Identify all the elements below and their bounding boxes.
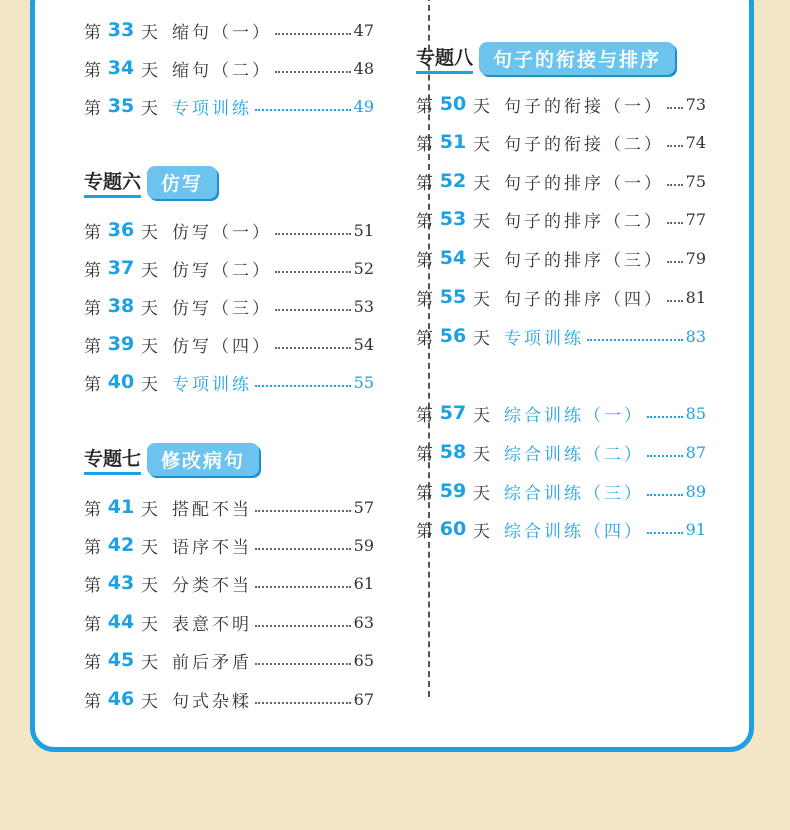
entry-title: 句子的排序（三） xyxy=(504,250,664,271)
day-prefix: 第 xyxy=(84,22,101,43)
toc-entry[interactable] xyxy=(416,322,706,350)
entry-title: 综合训练（二） xyxy=(504,444,644,465)
topic-header xyxy=(416,41,675,75)
entry-title: 综合训练（一） xyxy=(504,405,644,426)
page-number: 79 xyxy=(685,248,706,268)
leader-dots xyxy=(587,339,683,341)
day-number: 51 xyxy=(439,131,467,153)
entry-title: 仿写（四） xyxy=(172,336,272,357)
leader-dots xyxy=(255,109,351,111)
topic-name-badge: 修改病句 xyxy=(147,443,259,476)
day-suffix: 天 xyxy=(141,98,158,119)
leader-dots xyxy=(255,586,351,588)
leader-dots xyxy=(275,347,351,349)
leader-dots xyxy=(275,71,351,73)
toc-entry[interactable] xyxy=(84,330,374,358)
entry-title: 句子的衔接（一） xyxy=(504,96,664,117)
toc-entry[interactable] xyxy=(84,54,374,82)
leader-dots xyxy=(647,416,683,418)
day-prefix: 第 xyxy=(84,60,101,81)
entry-title: 综合训练（四） xyxy=(504,521,644,542)
day-prefix: 第 xyxy=(416,173,433,194)
leader-dots xyxy=(667,107,683,109)
day-suffix: 天 xyxy=(141,575,158,596)
leader-dots xyxy=(667,184,683,186)
day-number: 38 xyxy=(107,295,135,317)
day-prefix: 第 xyxy=(84,499,101,520)
page-number: 73 xyxy=(685,94,706,114)
day-suffix: 天 xyxy=(473,521,490,542)
toc-entry[interactable] xyxy=(84,493,374,521)
day-suffix: 天 xyxy=(141,374,158,395)
entry-title: 前后矛盾 xyxy=(172,652,252,673)
page-number: 61 xyxy=(353,573,374,593)
day-number: 42 xyxy=(107,534,135,556)
topic-label: 专题六 xyxy=(84,167,141,198)
toc-entry[interactable] xyxy=(416,283,706,311)
topic-name-badge: 句子的衔接与排序 xyxy=(479,42,675,75)
toc-entry[interactable] xyxy=(84,569,374,597)
leader-dots xyxy=(255,702,351,704)
toc-entry[interactable] xyxy=(416,477,706,505)
page-number: 81 xyxy=(685,287,706,307)
day-number: 39 xyxy=(107,333,135,355)
page-number: 65 xyxy=(353,650,374,670)
day-suffix: 天 xyxy=(473,250,490,271)
toc-entry[interactable] xyxy=(84,531,374,559)
entry-title: 搭配不当 xyxy=(172,499,252,520)
day-number: 54 xyxy=(439,247,467,269)
day-prefix: 第 xyxy=(416,521,433,542)
page-number: 74 xyxy=(685,132,706,152)
toc-entry[interactable] xyxy=(84,292,374,320)
day-number: 60 xyxy=(439,518,467,540)
day-suffix: 天 xyxy=(141,336,158,357)
day-suffix: 天 xyxy=(473,134,490,155)
day-suffix: 天 xyxy=(473,483,490,504)
toc-entry[interactable] xyxy=(416,515,706,543)
day-number: 46 xyxy=(107,688,135,710)
leader-dots xyxy=(647,532,683,534)
topic-header xyxy=(84,165,217,199)
day-suffix: 天 xyxy=(141,499,158,520)
page-number: 83 xyxy=(685,326,706,346)
page-number: 63 xyxy=(353,612,374,632)
day-prefix: 第 xyxy=(84,575,101,596)
leader-dots xyxy=(255,385,351,387)
day-suffix: 天 xyxy=(141,298,158,319)
leader-dots xyxy=(275,233,351,235)
day-prefix: 第 xyxy=(416,96,433,117)
page-number: 52 xyxy=(353,258,374,278)
toc-entry[interactable] xyxy=(84,216,374,244)
entry-title: 仿写（一） xyxy=(172,222,272,243)
day-suffix: 天 xyxy=(473,289,490,310)
day-prefix: 第 xyxy=(416,250,433,271)
page-number: 48 xyxy=(353,58,374,78)
day-prefix: 第 xyxy=(416,211,433,232)
day-prefix: 第 xyxy=(84,537,101,558)
entry-title: 仿写（二） xyxy=(172,260,272,281)
entry-title: 专项训练 xyxy=(172,374,252,395)
day-suffix: 天 xyxy=(141,537,158,558)
page-number: 53 xyxy=(353,296,374,316)
toc-entry[interactable] xyxy=(84,368,374,396)
entry-title: 分类不当 xyxy=(172,575,252,596)
page-number: 54 xyxy=(353,334,374,354)
toc-entry[interactable] xyxy=(416,438,706,466)
day-suffix: 天 xyxy=(473,96,490,117)
day-suffix: 天 xyxy=(473,173,490,194)
day-suffix: 天 xyxy=(473,405,490,426)
day-prefix: 第 xyxy=(84,298,101,319)
leader-dots xyxy=(255,548,351,550)
day-number: 41 xyxy=(107,496,135,518)
page-number: 51 xyxy=(353,220,374,240)
day-prefix: 第 xyxy=(416,444,433,465)
day-number: 56 xyxy=(439,325,467,347)
day-prefix: 第 xyxy=(416,405,433,426)
entry-title: 句子的衔接（二） xyxy=(504,134,664,155)
day-suffix: 天 xyxy=(473,211,490,232)
day-number: 52 xyxy=(439,170,467,192)
day-prefix: 第 xyxy=(84,260,101,281)
toc-entry[interactable] xyxy=(84,16,374,44)
day-number: 58 xyxy=(439,441,467,463)
day-suffix: 天 xyxy=(473,444,490,465)
page-number: 57 xyxy=(353,497,374,517)
topic-name-badge: 仿写 xyxy=(147,166,217,199)
day-prefix: 第 xyxy=(84,614,101,635)
toc-entry[interactable] xyxy=(84,608,374,636)
leader-dots xyxy=(647,455,683,457)
page-number: 75 xyxy=(685,171,706,191)
day-number: 35 xyxy=(107,95,135,117)
toc-entry[interactable] xyxy=(84,685,374,713)
entry-title: 句子的排序（四） xyxy=(504,289,664,310)
page-number: 55 xyxy=(353,372,374,392)
day-prefix: 第 xyxy=(84,652,101,673)
page-number: 87 xyxy=(685,442,706,462)
page-number: 47 xyxy=(353,20,374,40)
day-suffix: 天 xyxy=(141,22,158,43)
entry-title: 缩句（二） xyxy=(172,60,272,81)
leader-dots xyxy=(667,300,683,302)
leader-dots xyxy=(255,663,351,665)
toc-entry[interactable] xyxy=(84,254,374,282)
day-number: 44 xyxy=(107,611,135,633)
leader-dots xyxy=(667,261,683,263)
entry-title: 仿写（三） xyxy=(172,298,272,319)
page-number: 49 xyxy=(353,96,374,116)
day-prefix: 第 xyxy=(84,691,101,712)
day-number: 57 xyxy=(439,402,467,424)
leader-dots xyxy=(275,33,351,35)
leader-dots xyxy=(255,625,351,627)
page-number: 91 xyxy=(685,519,706,539)
toc-entry[interactable] xyxy=(416,399,706,427)
day-suffix: 天 xyxy=(141,260,158,281)
toc-entry[interactable] xyxy=(84,92,374,120)
day-number: 36 xyxy=(107,219,135,241)
leader-dots xyxy=(667,145,683,147)
day-number: 33 xyxy=(107,19,135,41)
entry-title: 语序不当 xyxy=(172,537,252,558)
day-prefix: 第 xyxy=(416,289,433,310)
day-number: 53 xyxy=(439,208,467,230)
page-number: 67 xyxy=(353,689,374,709)
page-number: 85 xyxy=(685,403,706,423)
toc-entry[interactable] xyxy=(416,244,706,272)
day-prefix: 第 xyxy=(84,336,101,357)
entry-title: 专项训练 xyxy=(504,328,584,349)
topic-label: 专题八 xyxy=(416,43,473,74)
day-suffix: 天 xyxy=(141,222,158,243)
toc-entry[interactable] xyxy=(416,128,706,156)
day-number: 59 xyxy=(439,480,467,502)
day-prefix: 第 xyxy=(416,328,433,349)
day-prefix: 第 xyxy=(84,98,101,119)
entry-title: 句子的排序（一） xyxy=(504,173,664,194)
leader-dots xyxy=(667,222,683,224)
day-suffix: 天 xyxy=(473,328,490,349)
entry-title: 句子的排序（二） xyxy=(504,211,664,232)
toc-entry[interactable] xyxy=(416,90,706,118)
page-number: 59 xyxy=(353,535,374,555)
day-prefix: 第 xyxy=(84,222,101,243)
day-number: 45 xyxy=(107,649,135,671)
day-prefix: 第 xyxy=(84,374,101,395)
day-suffix: 天 xyxy=(141,60,158,81)
toc-entry[interactable] xyxy=(416,205,706,233)
leader-dots xyxy=(647,494,683,496)
page-number: 77 xyxy=(685,209,706,229)
day-number: 43 xyxy=(107,572,135,594)
entry-title: 专项训练 xyxy=(172,98,252,119)
day-number: 50 xyxy=(439,93,467,115)
leader-dots xyxy=(255,510,351,512)
day-prefix: 第 xyxy=(416,483,433,504)
day-suffix: 天 xyxy=(141,691,158,712)
toc-entry[interactable] xyxy=(416,167,706,195)
topic-label: 专题七 xyxy=(84,444,141,475)
leader-dots xyxy=(275,271,351,273)
entry-title: 句式杂糅 xyxy=(172,691,252,712)
entry-title: 缩句（一） xyxy=(172,22,272,43)
day-prefix: 第 xyxy=(416,134,433,155)
day-number: 55 xyxy=(439,286,467,308)
day-suffix: 天 xyxy=(141,652,158,673)
leader-dots xyxy=(275,309,351,311)
topic-header xyxy=(84,442,259,476)
entry-title: 综合训练（三） xyxy=(504,483,644,504)
page-number: 89 xyxy=(685,481,706,501)
entry-title: 表意不明 xyxy=(172,614,252,635)
day-number: 34 xyxy=(107,57,135,79)
day-suffix: 天 xyxy=(141,614,158,635)
day-number: 37 xyxy=(107,257,135,279)
toc-entry[interactable] xyxy=(84,646,374,674)
day-number: 40 xyxy=(107,371,135,393)
